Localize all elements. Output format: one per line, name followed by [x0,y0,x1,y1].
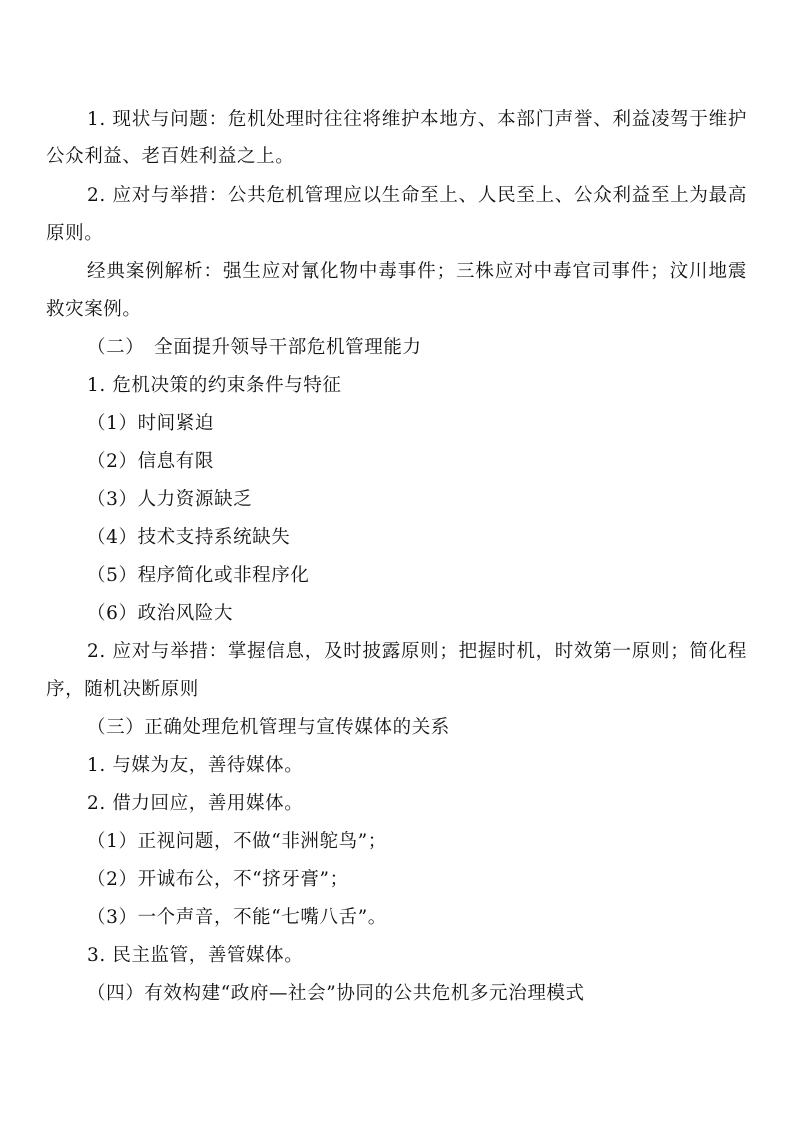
paragraph-measures-2-line-2: 序，随机决断原则 [46,679,199,700]
list-item-6: （6）政治风险大 [87,603,234,624]
paragraph-status-line-2: 公众利益、老百姓利益之上。 [46,146,295,167]
paragraph-measures-line-1: 2. 应对与举措：公共危机管理应以生命至上、人民至上、公众利益至上为最高 [87,185,747,206]
list-item-1: （1）时间紧迫 [87,413,214,434]
paragraph-cases-line-1: 经典案例解析：强生应对氰化物中毒事件；三株应对中毒官司事件；汶川地震 [87,261,747,282]
subheading-decision-constraints: 1. 危机决策的约束条件与特征 [87,375,342,396]
media-subpoint-1: （1）正视问题，不做“非洲鸵鸟”； [87,831,387,852]
paragraph-measures-2-line-1: 2. 应对与举措：掌握信息，及时披露原则；把握时机，时效第一原则；简化程 [87,641,747,662]
media-point-2: 2. 借力回应，善用媒体。 [87,793,304,814]
list-item-2: （2）信息有限 [87,451,214,472]
paragraph-status-line-1: 1. 现状与问题：危机处理时往往将维护本地方、本部门声誉、利益凌驾于维护 [87,109,747,130]
section-heading-2: （二） 全面提升领导干部危机管理能力 [87,337,422,358]
media-subpoint-2: （2）开诚布公，不“挤牙膏”； [87,869,349,890]
section-heading-4: （四）有效构建“政府—社会”协同的公共危机多元治理模式 [87,983,585,1004]
media-point-3: 3. 民主监管，善管媒体。 [87,945,304,966]
paragraph-cases-line-2: 救灾案例。 [46,299,142,320]
paragraph-measures-line-2: 原则。 [46,223,104,244]
list-item-3: （3）人力资源缺乏 [87,489,253,510]
media-point-1: 1. 与媒为友，善待媒体。 [87,755,304,776]
section-heading-3: （三）正确处理危机管理与宣传媒体的关系 [87,717,450,738]
list-item-4: （4）技术支持系统缺失 [87,527,291,548]
list-item-5: （5）程序简化或非程序化 [87,565,310,586]
media-subpoint-3: （3）一个声音，不能“七嘴八舌”。 [87,907,387,928]
